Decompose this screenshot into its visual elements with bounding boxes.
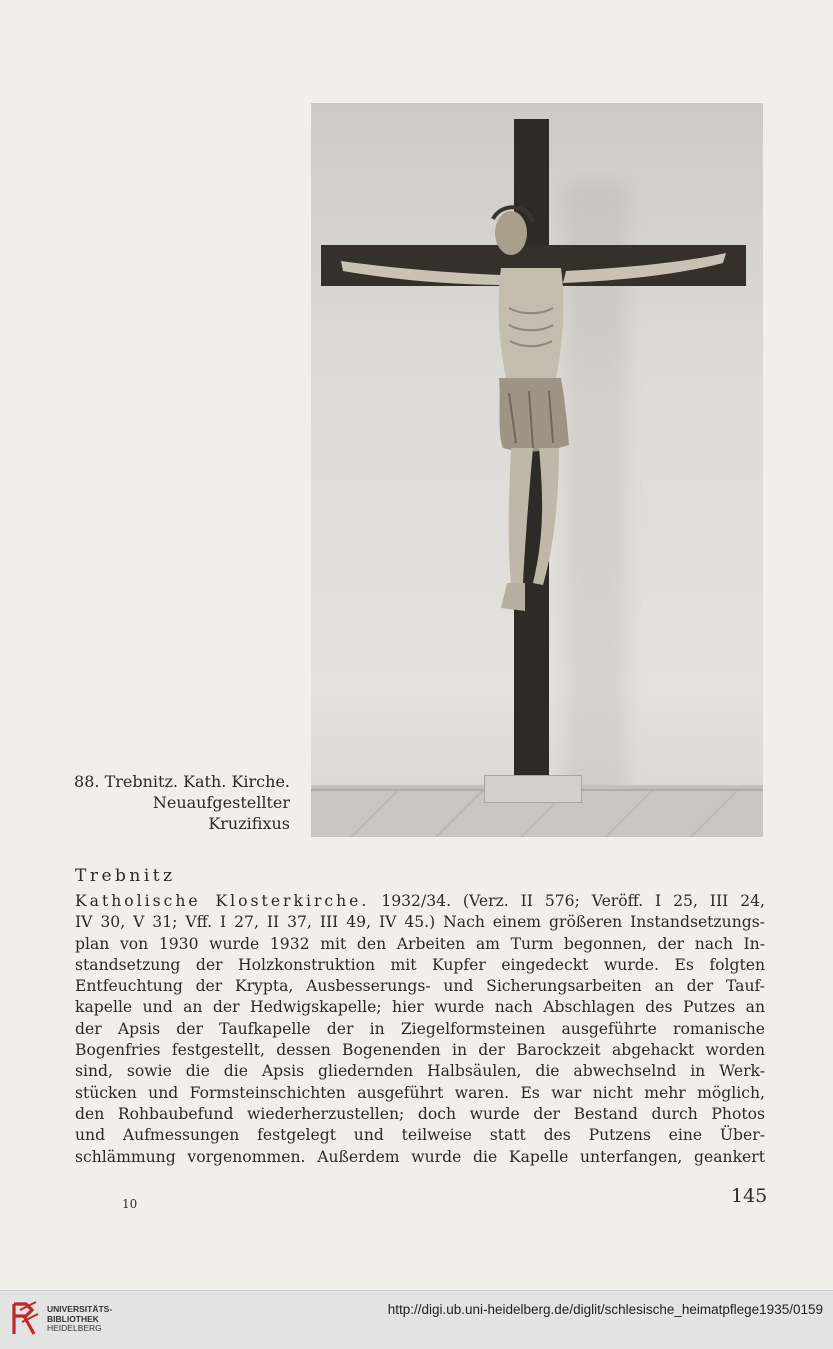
text-line-13: schlämmung vorgenommen. Außerdem wurde die Kapelle unterfangen, geankert xyxy=(75,1147,765,1166)
text-line-1 xyxy=(75,891,765,912)
caption-line-1: 88. Trebnitz. Kath. Kirche. xyxy=(74,772,290,791)
text-line-12: und Aufmessungen festgelegt und teilweise statt des Putzens eine Über- xyxy=(75,1126,765,1145)
logo-line-3: HEIDELBERG xyxy=(47,1323,102,1333)
caption-line-2: Neuaufgestellter xyxy=(152,793,290,812)
text-line-8: Bogenfries festgestellt, dessen Bogenenden in der Barockzeit abgehackt worden xyxy=(75,1041,765,1060)
crucifix-photograph xyxy=(311,103,763,837)
text-line-10: stücken und Formsteinschichten ausgeführt waren. Es war nicht mehr möglich, xyxy=(75,1083,765,1102)
library-logo-icon[interactable] xyxy=(10,1300,40,1338)
text-line-7: der Apsis der Taufkapelle der in Ziegelformsteinen ausgeführte romanische xyxy=(75,1019,765,1038)
logo-line-2: BIBLIOTHEK xyxy=(47,1313,99,1324)
section-heading: Trebnitz xyxy=(75,866,176,886)
caption-line-3: Kruzifixus xyxy=(208,814,290,833)
permalink-url[interactable]: http://digi.ub.uni-heidelberg.de/diglit/schlesische_heimatpflege1935/0159 xyxy=(387,1302,823,1317)
viewer-footer xyxy=(0,1290,833,1349)
text-line-2: IV 30, V 31; Vff. I 27, II 37, III 49, IV 45.) Nach einem größeren Instandsetzungs- xyxy=(75,913,765,932)
library-logo-text xyxy=(47,1305,112,1334)
text-line-3: plan von 1930 wurde 1932 mit den Arbeiten am Turm begonnen, der nach In- xyxy=(75,934,765,953)
text-line-5: Entfeuchtung der Krypta, Ausbesserungs- und Sicherungsarbeiten an der Tauf- xyxy=(75,977,765,996)
body-text xyxy=(75,891,765,1168)
spaced-lead-term: Katholische Klosterkirche. xyxy=(75,892,370,910)
page-number: 145 xyxy=(731,1185,768,1207)
logo-line-1: UNIVERSITÄTS- xyxy=(47,1304,113,1314)
text-line-9: sind, sowie die die Apsis gliedernden Halbsäulen, die abwechselnd in Werk- xyxy=(75,1062,765,1081)
text-line-4: standsetzung der Holzkonstruktion mit Kupfer eingedeckt wurde. Es folgten xyxy=(75,955,765,974)
text-line-6: kapelle und an der Hedwigskapelle; hier wurde nach Abschlagen des Putzes an xyxy=(75,998,765,1017)
text-line-1-rest: 1932/34. (Verz. II 576; Veröff. I 25, III 24, xyxy=(369,892,765,910)
signature-mark: 10 xyxy=(122,1197,138,1211)
figure-caption xyxy=(60,771,290,834)
text-line-11: den Rohbaubefund wiederherzustellen; doch wurde der Bestand durch Photos xyxy=(75,1104,765,1123)
